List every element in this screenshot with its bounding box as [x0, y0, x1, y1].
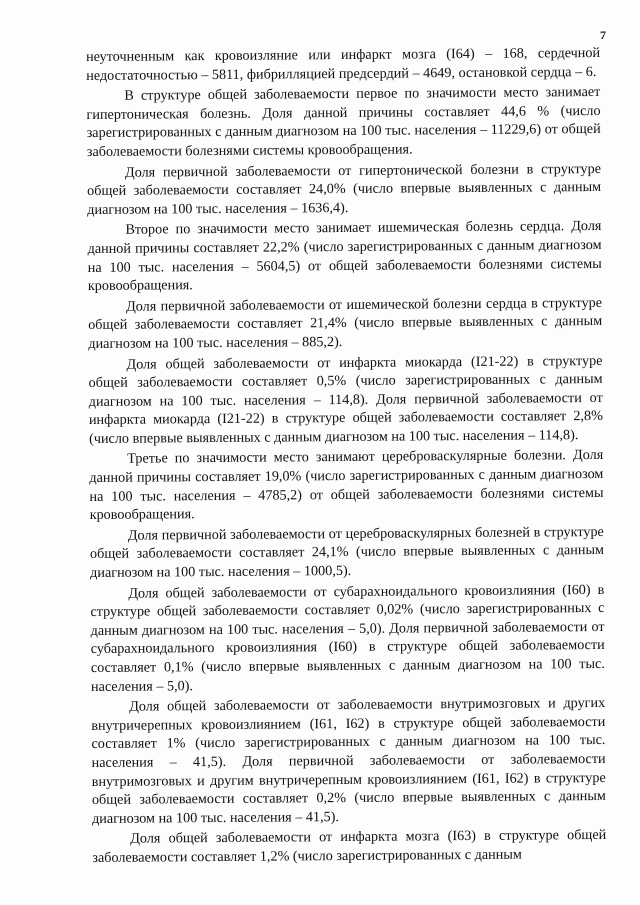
page-number: 7	[600, 28, 606, 42]
paragraph-myocardial-infarction: Доля общей заболеваемости от инфаркта миокарда (I21-22) в структуре общей заболеваемости составляет 0,5% (число зарегистрированных с данным диагнозом на 100 тыс. населения – 114,8). Доля первичной заболеваемости от инфаркта миокарда (I21-22) в структуре общей заболеваемости составляет 2,8% (число впервые выявленных с данным диагнозом на 100 тыс. населения – 114,8).	[88, 352, 603, 447]
paragraph-subarachnoid: Доля общей заболеваемости от субарахноидального кровоизлияния (I60) в структуре общей заболеваемости составляет 0,02% (число зарегистрированных с данным диагнозом на 100 тыс. населения – 5,0). Доля первичной заболеваемости от субарахноидального кровоизлияния (I60) в структуре общей заболеваемости составляет 0,1% (число впервые выявленных с данным диагнозом на 100 тыс. населения – 5,0).	[90, 581, 605, 695]
paragraph-continuation: неуточненным как кровоизляние или инфаркт мозга (I64) – 168, сердечной недостаточностью – 5811, фибрилляцией предсердий – 4649, остановкой сердца – 6.	[86, 44, 601, 84]
paragraph-cerebrovascular-primary: Доля первичной заболеваемости от цереброваскулярных болезней в структуре общей заболеваемости составляет 24,1% (число впервые выявленных с данным диагнозом на 100 тыс. населения – 1000,5).	[89, 523, 605, 582]
paragraph-cerebrovascular-share: Третье по значимости место занимают цереброваскулярные болезни. Доля данной причины составляет 19,0% (число зарегистрированных с данным диагнозом на 100 тыс. населения – 4785,2) от общей заболеваемости болезнями системы кровообращения.	[89, 447, 604, 524]
paragraph-ischemic-primary: Доля первичной заболеваемости от ишемической болезни сердца в структуре общей заболеваемости составляет 21,4% (число впервые выявленных с данным диагнозом на 100 тыс. населения – 885,2).	[88, 294, 603, 352]
paragraph-hypertension-share: В структуре общей заболеваемости первое по значимости место занимает гипертоническая болезнь. Доля данной причины составляет 44,6 % (число зарегистрированных с данным диагнозом на 100 тыс. населения – 11229,6) от общей заболеваемости болезнями системы кровообращения.	[86, 84, 601, 160]
paragraph-cerebral-infarction: Доля общей заболеваемости от инфаркта мозга (I63) в структуре общей заболеваемости составляет 1,2% (число зарегистрированных с данным	[92, 827, 607, 866]
body-text	[86, 44, 606, 870]
paragraph-intracerebral: Доля общей заболеваемости от заболеваемости внутримозговых и других внутричерепных кровоизлиянием (I61, I62) в структуре общей заболеваемости составляет 1% (число зарегистрированных с данным диагнозом на 100 тыс. населения – 41,5). Доля первичной заболеваемости от заболеваемости внутримозговых и другим внутричерепным кровоизлиянием (I61, I62) в структуре общей заболеваемости составляет 0,2% (число впервые выявленных с данным диагнозом на 100 тыс. населения – 41,5).	[91, 695, 606, 827]
paragraph-hypertension-primary: Доля первичной заболеваемости от гипертонической болезни в структуре общей заболеваемости составляет 24,0% (число впервые выявленных с данным диагнозом на 100 тыс. населения – 1636,4).	[87, 160, 602, 218]
paragraph-ischemic-share: Второе по значимости место занимает ишемическая болезнь сердца. Доля данной причины составляет 22,2% (число зарегистрированных с данным диагнозом на 100 тыс. населения – 5604,5) от общей заболеваемости болезнями системы кровообращения.	[87, 218, 602, 295]
